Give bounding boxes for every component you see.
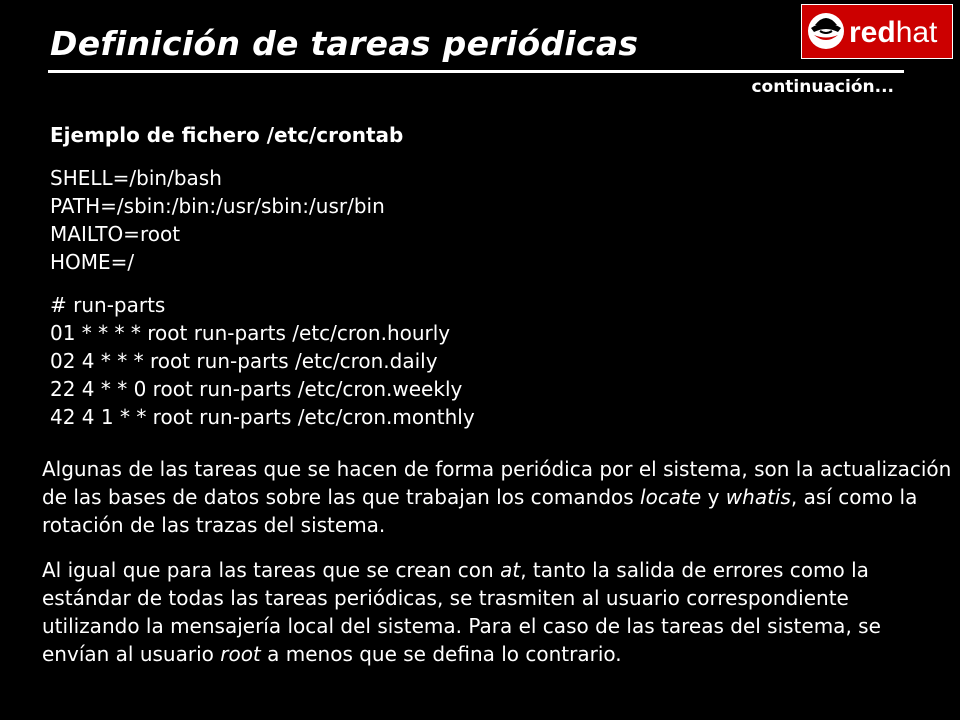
paragraph-periodic-tasks [42,455,952,539]
code-line: 42 4 1 * * root run-parts /etc/cron.monthly [50,405,475,429]
command-at: at [500,558,521,582]
logo-text-red: red [849,16,896,49]
user-root: root [220,642,261,666]
logo-text-hat: hat [895,16,938,49]
text-span: , así como la rotación de las trazas del sistema. [42,485,918,537]
redhat-logo [801,4,953,59]
code-line: MAILTO=root [50,222,181,246]
shadowman-icon [808,13,844,49]
text-span: a menos que se defina lo contrario. [260,642,622,666]
example-heading: Ejemplo de fichero /etc/crontab [50,123,404,147]
code-line: 01 * * * * root run-parts /etc/cron.hourly [50,321,451,345]
code-line: PATH=/sbin:/bin:/usr/sbin:/usr/bin [50,194,385,218]
text-span: Al igual que para las tareas que se crean con [42,558,501,582]
text-span: , tanto la salida de errores como la estándar de todas las tareas periódicas, se trasmiten al usuario correspondiente utilizando la mensajería local del sistema. Para el caso de las tareas del sistema, se envían al usuario [42,558,881,666]
code-line: HOME=/ [50,250,135,274]
text-span: y [701,485,726,509]
command-whatis: whatis [725,485,791,509]
paragraph-output-mail [42,556,952,668]
slide-title: Definición de tareas periódicas [50,24,639,63]
svg-text:redhat [849,16,938,49]
redhat-logo-graphic [802,5,952,58]
code-line: 22 4 * * 0 root run-parts /etc/cron.weekly [50,377,463,401]
continuation-label: continuación... [751,77,894,97]
crontab-jobs-block [50,291,475,431]
title-underline [48,70,904,73]
code-line: SHELL=/bin/bash [50,166,222,190]
code-line: # run-parts [50,293,166,317]
crontab-env-block [50,164,385,276]
command-locate: locate [640,485,702,509]
code-line: 02 4 * * * root run-parts /etc/cron.daily [50,349,438,373]
text-span: Algunas de las tareas que se hacen de forma periódica por el sistema, son la actualización de las bases de datos sobre las que trabajan los comandos [42,457,952,509]
